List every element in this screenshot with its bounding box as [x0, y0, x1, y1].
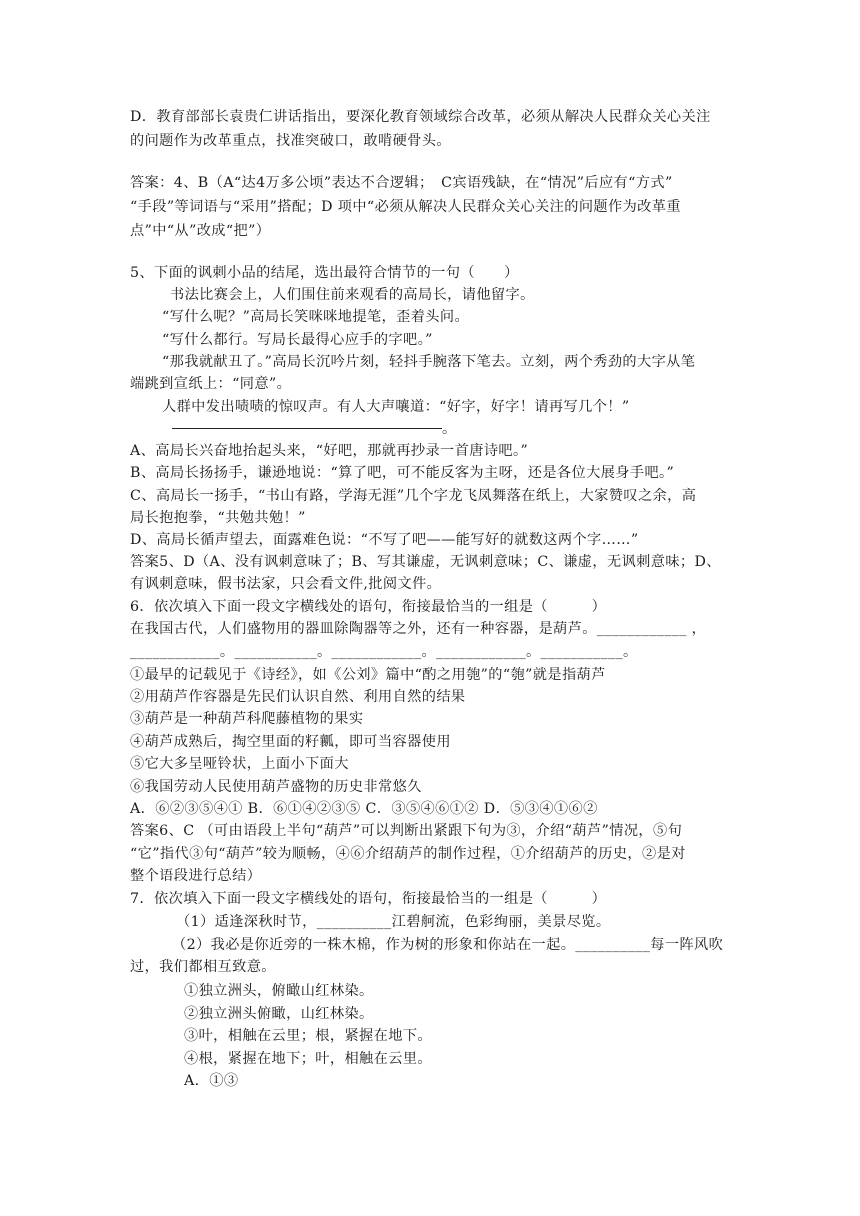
choice-3: ③叶，相触在云里；根，紧握在地下。 — [184, 1028, 432, 1044]
question-7-title: 7．依次填入下面一段文字横线处的语句，衔接最恰当的一组是（ ） — [130, 891, 607, 907]
answer-6-cont-1: “它”指代③句“葫芦”较为顺畅，④⑥介绍葫芦的制作过程，①介绍葫芦的历史，②是对 — [130, 846, 686, 862]
question-7-item-2: （2）我必是你近旁的一株木棉，作为树的形象和你站在一起。__________每一阵风吹 — [172, 937, 724, 953]
question-7-option-a: A．①③ — [184, 1073, 239, 1089]
blank-period: 。 — [442, 421, 457, 437]
sentence-6: ⑥我国劳动人民使用葫芦盛物的历史非常悠久 — [130, 779, 422, 795]
option-d-text: D．教育部部长袁贵仁讲话指出，要深化教育领域综合改革，必须从解决人民群众关心关注 — [130, 109, 711, 125]
sentence-5: ⑤它大多呈哑铃状，上面小下面大 — [130, 756, 349, 772]
option-a: A、高局长兴奋地抬起头来，“好吧，那就再抄录一首唐诗吧。” — [130, 443, 529, 459]
sentence-1: ①最早的记载见于《诗经》，如《公刘》篇中“酌之用匏”的“匏”就是指葫芦 — [130, 667, 606, 683]
sentence-4: ④葫芦成熟后，掏空里面的籽瓤，即可当容器使用 — [130, 734, 451, 750]
passage-line: “写什么都行。写局长最得心应手的字吧。” — [162, 332, 433, 348]
question-7-item-1: （1）适逢深秋时节，__________江碧舸流，色彩绚丽，美景尽览。 — [176, 914, 611, 930]
option-b: B、高局长扬扬手，谦逊地说：“算了吧，可不能反客为主呀，还是各位大展身手吧。” — [130, 465, 675, 481]
answer-6-cont-2: 整个语段进行总结） — [130, 868, 262, 884]
answer-4: 答案：4、B（A“达4万多公顷”表达不合逻辑； C宾语残缺，在“情况”后应有“方式” — [130, 175, 673, 191]
answer-5: 答案5、D（A、没有讽刺意味了；B、写其谦虚，无讽刺意味；C、谦虚，无讽刺意味；D、 — [130, 554, 721, 570]
option-d-text-cont: 的问题作为改革重点，找准突破口，敢啃硬骨头。 — [130, 133, 451, 149]
question-6-options: A．⑥②③⑤④① B．⑥①④②③⑤ C．③⑤④⑥①② D．⑤③④①⑥② — [130, 801, 598, 817]
answer-6: 答案6、C （可由语段上半句“葫芦”可以判断出紧跟下句为③，介绍“葫芦”情况，⑤句 — [130, 823, 683, 839]
question-6-title: 6．依次填入下面一段文字横线处的语句，衔接最恰当的一组是（ ） — [130, 599, 607, 615]
choice-2: ②独立洲头俯瞰，山红林染。 — [184, 1006, 374, 1022]
answer-blank-line — [172, 428, 442, 429]
passage-line: 端跳到宣纸上：“同意”。 — [130, 376, 292, 392]
passage-line: “那我就献丑了。”高局长沉吟片刻，轻抖手腕落下笔去。立刻，两个秀劲的大字从笔 — [162, 354, 696, 370]
answer-4-cont-2: 点”中“从”改成“把”） — [130, 223, 271, 239]
answer-4-cont-1: “手段”等词语与“采用”搭配；D 项中“必须从解决人民群众关心关注的问题作为改革重 — [130, 199, 681, 215]
question-7-item-2-cont: 过，我们都相互致意。 — [130, 959, 276, 975]
passage-line: “写什么呢？”高局长笑咪咪地提笔，歪着头问。 — [162, 309, 470, 325]
question-5-title: 5、下面的讽刺小品的结尾，选出最符合情节的一句（ ） — [130, 265, 519, 281]
question-6-passage: 在我国古代，人们盛物用的器皿除陶器等之外，还有一种容器，是葫芦。____________ ， — [130, 621, 707, 637]
sentence-2: ②用葫芦作容器是先民们认识自然、利用自然的结果 — [130, 689, 466, 705]
option-d: D、高局长循声望去，面露难色说：“不写了吧——能写好的就数这两个字……” — [130, 532, 639, 548]
option-c: C、高局长一扬手，“书山有路，学海无涯”几个字龙飞凤舞落在纸上，大家赞叹之余，高 — [130, 488, 697, 504]
option-c-cont: 局长抱抱拳，“共勉共勉！” — [130, 510, 306, 526]
choice-4: ④根，紧握在地下；叶，相触在云里。 — [184, 1051, 432, 1067]
answer-5-cont: 有讽刺意味，假书法家，只会看文件,批阅文件。 — [130, 576, 442, 592]
passage-line: 人群中发出啧啧的惊叹声。有人大声嚷道：“好字，好字！请再写几个！” — [162, 399, 630, 415]
question-6-blanks: ____________。___________。____________。____________。___________。 — [130, 644, 638, 660]
passage-line: 书法比赛会上，人们围住前来观看的高局长，请他留字。 — [170, 287, 535, 303]
choice-1: ①独立洲头，俯瞰山红林染。 — [184, 983, 374, 999]
sentence-3: ③葫芦是一种葫芦科爬藤植物的果实 — [130, 711, 364, 727]
